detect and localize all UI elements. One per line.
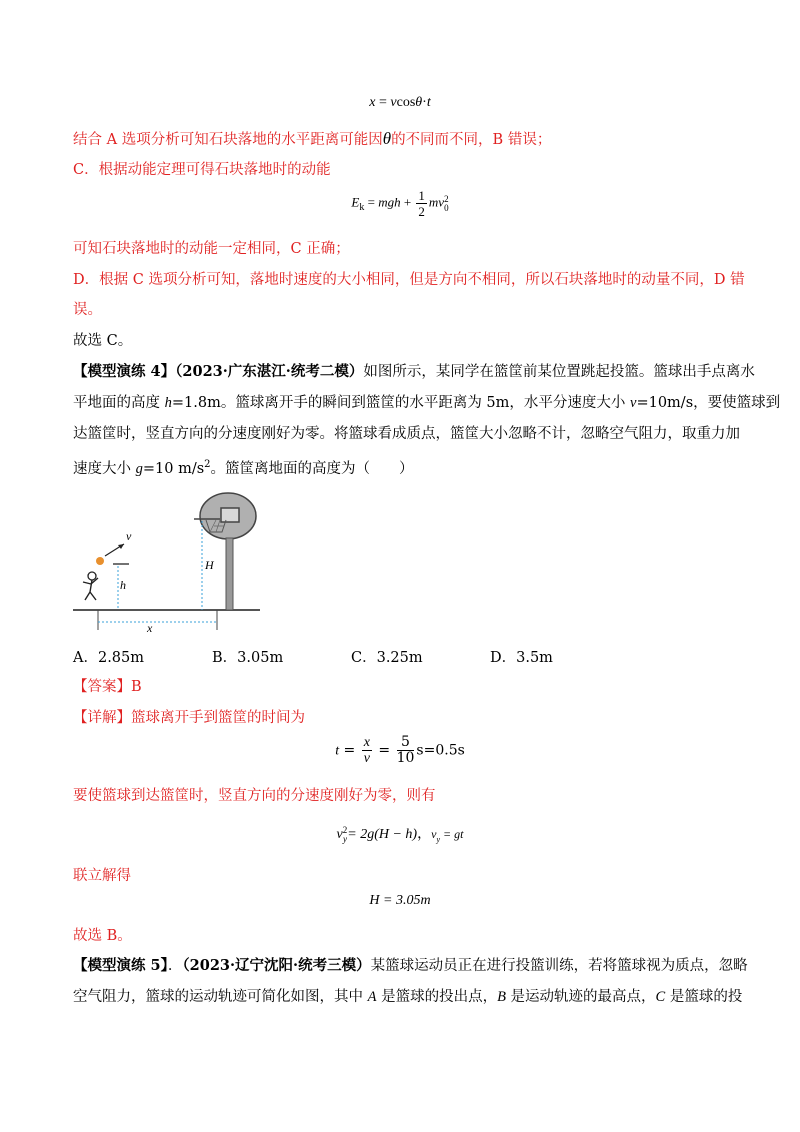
- paragraph-option-d-cont: 误。: [73, 302, 102, 318]
- problem5-line1: 【模型演练 5】．（2023·辽宁沈阳·统考三模）某篮球运动员正在进行投篮训练，若将篮球视为质点，忽略: [73, 957, 748, 974]
- problem4-line1: 【模型演练 4】（2023·广东湛江·统考二模）如图所示，某同学在篮筐前某位置跳起投篮。篮球出手点离水: [73, 363, 755, 380]
- option-c: C．3.25m: [351, 650, 423, 666]
- option-b: B．3.05m: [212, 650, 284, 666]
- equation-horizontal-distance: x = vcosθ·t: [369, 95, 431, 110]
- detail-line: 【详解】篮球离开手到篮筐的时间为: [73, 710, 305, 726]
- paragraph-choose-b: 故选 B。: [73, 928, 132, 944]
- paragraph-c-correct: 可知石块落地时的动能一定相同，C 正确；: [73, 241, 350, 257]
- label-v: v: [126, 529, 132, 543]
- hoop-pole: [226, 538, 233, 610]
- equation-vertical-velocity: v 2 y = 2g(H − h)，$v_y$ = gt: [336, 824, 464, 844]
- paragraph-option-d: D．根据 C 选项分析可知，落地时速度的大小相同，但是方向不相同，所以石块落地时的动量不同，D 错: [73, 272, 745, 288]
- option-a: A．2.85m: [73, 650, 145, 666]
- basketball-figure: [70, 488, 265, 632]
- answer-line: 【答案】B: [73, 679, 142, 695]
- problem4-line2: 平地面的高度 h=1.8m。篮球离开手的瞬间到篮筐的水平距离为 5m，水平分速度大小 v=10m/s，要使篮球到: [73, 395, 781, 411]
- equation-time: t = $\frac{x}{v}$ = $\frac{5}{10}$ s=0.5s: [335, 734, 465, 766]
- problem5-line2: 空气阻力，篮球的运动轨迹可简化如图，其中 A 是篮球的投出点，B 是运动轨迹的最高点，C 是篮球的投: [73, 989, 743, 1005]
- label-x: x: [147, 621, 153, 632]
- equation-kinetic-energy: $E_k$ = mgh + $\frac{1}{2}$ mv 2 0: [351, 188, 449, 219]
- option-d: D．3.5m: [490, 650, 553, 666]
- paragraph-solve: 联立解得: [73, 868, 131, 884]
- problem4-line3: 达篮筐时，竖直方向的分速度刚好为零。将篮球看成质点，篮筐大小忽略不计，忽略空气阻力，取重力加: [73, 426, 740, 442]
- problem4-line4: 速度大小 g=10 $m/s^2$。篮筐离地面的高度为（ ）: [73, 459, 414, 477]
- equation-result: H = 3.05m: [369, 893, 431, 908]
- paragraph-option-c: C．根据动能定理可得石块落地时的动能: [73, 162, 331, 178]
- paragraph-vertical: 要使篮球到达篮筐时，竖直方向的分速度刚好为零，则有: [73, 788, 436, 804]
- player-body: [83, 578, 98, 600]
- basketball: [96, 557, 104, 565]
- paragraph-choose-c: 故选 C。: [73, 333, 133, 349]
- player-head: [88, 572, 96, 580]
- label-H: H: [205, 558, 214, 572]
- paragraph-option-b: 结合 A 选项分析可知石块落地的水平距离可能因θ的不同而不同，B 错误；: [73, 129, 552, 148]
- label-h: h: [120, 578, 126, 592]
